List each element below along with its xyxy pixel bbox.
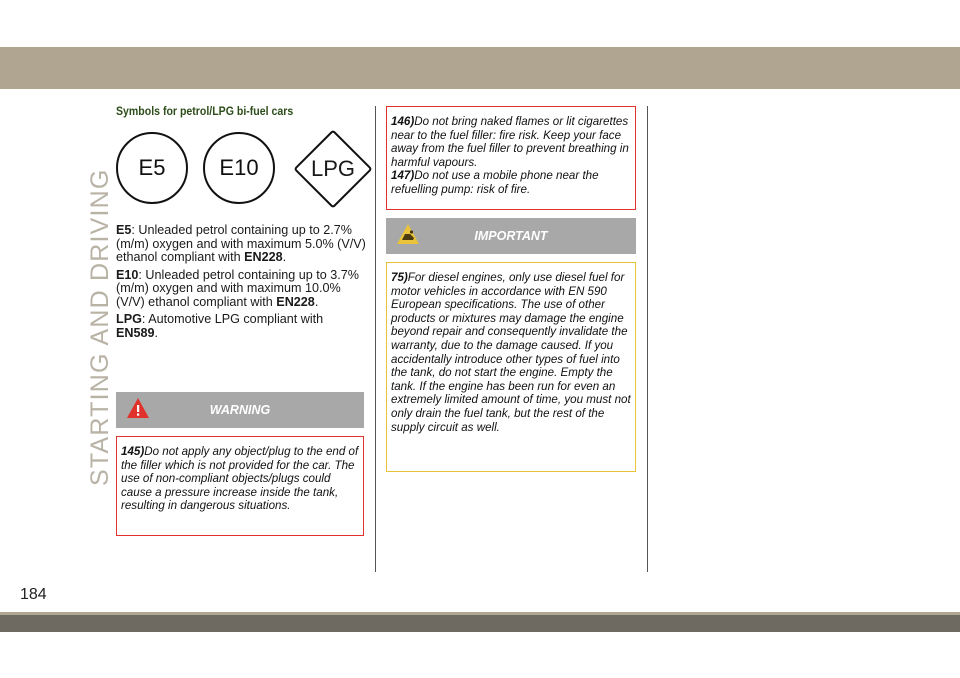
- warning-body: [116, 436, 364, 536]
- warning-item-number: 145): [121, 445, 145, 458]
- definition-ref: EN589: [116, 325, 155, 340]
- warning-item-text: Do not apply any object/plug to the end of the filler which is not provided for the car. The use of non-compliant objects/plugs could cause a pressure increase inside the tank, resulting in dangerous situations.: [121, 445, 359, 513]
- definition-ref: EN228: [276, 294, 315, 309]
- warning-item-number: 146): [391, 115, 415, 128]
- e10-symbol-label: E10: [219, 155, 259, 180]
- important-item-75: [391, 271, 631, 434]
- chapter-side-title-text: STARTING AND DRIVING: [86, 168, 114, 486]
- definition-end: .: [154, 325, 159, 340]
- important-item-number: 75): [391, 271, 408, 284]
- warning-item-145: [121, 445, 359, 513]
- important-body: [386, 262, 636, 472]
- definition-term: LPG: [116, 312, 142, 326]
- footer-accent-line: [0, 612, 960, 615]
- e10-symbol: [203, 132, 275, 204]
- warning-item-147: [391, 169, 631, 196]
- warning-item-text: Do not bring naked flames or lit cigarettes near to the fuel filler: fire risk. Keep your face away from the fuel filler to prevent breathing in harmful vapours.: [391, 115, 629, 169]
- header-band: [0, 47, 960, 89]
- warning-header: [116, 392, 364, 428]
- warning-triangle-icon: [126, 396, 150, 420]
- lpg-symbol: [292, 128, 374, 210]
- warning-title: WARNING: [209, 403, 271, 417]
- definition-term: E5: [116, 223, 132, 237]
- warning-item-text: Do not use a mobile phone near the refuelling pump: risk of fire.: [391, 169, 599, 196]
- warning-item-146: [391, 115, 631, 169]
- chapter-side-title: [60, 106, 114, 486]
- column-divider-2: [647, 106, 648, 572]
- warning-body-continued: [386, 106, 636, 210]
- engine-caution-icon: [396, 222, 420, 246]
- definition-end: .: [314, 294, 319, 309]
- section-heading: Symbols for petrol/LPG bi-fuel cars: [116, 104, 294, 118]
- definition-lpg: [116, 313, 366, 340]
- definition-text: : Automotive LPG compliant with: [141, 312, 324, 326]
- definition-ref: EN228: [244, 250, 283, 264]
- definition-e10: [116, 269, 366, 310]
- warning-item-number: 147): [391, 169, 415, 183]
- lpg-symbol-label: LPG: [310, 156, 356, 181]
- page-number: 184: [20, 586, 47, 603]
- definition-text: : Unleaded petrol containing up to 2.7% (m/m) oxygen and with maximum 5.0% (V/V) ethanol compliant with: [116, 223, 366, 264]
- fuel-definitions: [116, 224, 366, 344]
- definition-term: E10: [116, 267, 139, 282]
- definition-text: : Unleaded petrol containing up to 3.7% (m/m) oxygen and with maximum 10.0% (V/V) ethanol compliant with: [116, 267, 359, 309]
- important-header: [386, 218, 636, 254]
- e5-symbol-label: E5: [138, 155, 166, 180]
- e5-symbol: [116, 132, 188, 204]
- important-title: IMPORTANT: [474, 229, 548, 243]
- footer-band: [0, 612, 960, 632]
- definition-e5: [116, 224, 366, 265]
- important-item-text: For diesel engines, only use diesel fuel for motor vehicles in accordance with EN 590 European specifications. The use of other products or mixtures may damage the engine beyond repair and consequently invalidate the warranty, due to the damage caused. If you accidentally introduce other types of fuel into the tank, do not start the engine. Empty the tank. If the engine has been run for even an extremely limited amount of time, you must not only drain the fuel tank, but the rest of the supply circuit as well.: [391, 271, 631, 434]
- definition-end: .: [282, 250, 287, 264]
- column-divider-1: [375, 106, 376, 572]
